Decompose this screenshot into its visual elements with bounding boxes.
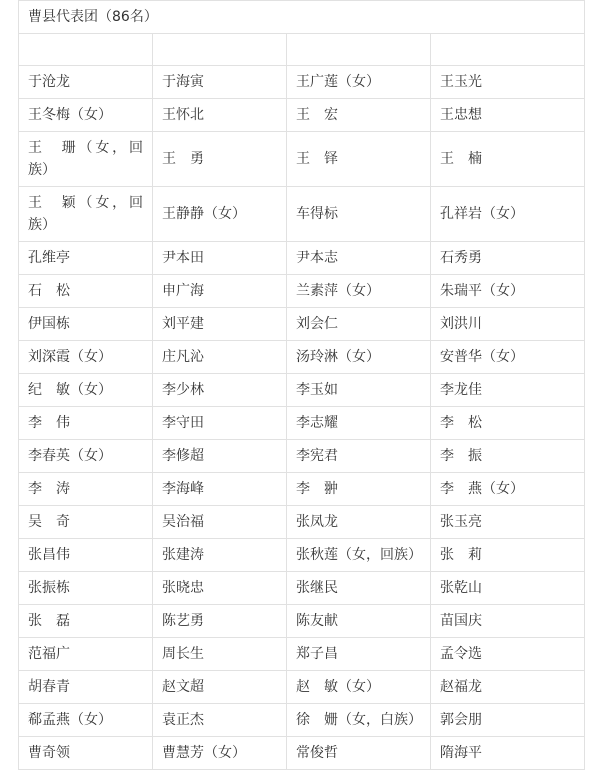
- delegate-name-cell: 常俊哲: [287, 737, 431, 770]
- table-row: [19, 737, 585, 770]
- table-row: [19, 473, 585, 506]
- delegate-name-cell: 张凤龙: [287, 506, 431, 539]
- blank-cell: [153, 34, 287, 66]
- delegate-name-cell: 王 铎: [287, 132, 431, 187]
- table-row: [19, 275, 585, 308]
- delegate-name-cell: 安普华（女）: [431, 341, 585, 374]
- delegate-name-cell: 王静静（女）: [153, 187, 287, 242]
- table-row: [19, 66, 585, 99]
- delegate-name-cell: 张乾山: [431, 572, 585, 605]
- table-row: [19, 704, 585, 737]
- delegate-name-cell: 纪 敏（女）: [19, 374, 153, 407]
- delegate-name-cell: 孟令选: [431, 638, 585, 671]
- delegate-name-cell: 张 莉: [431, 539, 585, 572]
- delegate-name-cell: 李 振: [431, 440, 585, 473]
- delegate-name-cell: 王忠想: [431, 99, 585, 132]
- delegate-name-cell: 于海寅: [153, 66, 287, 99]
- delegate-name-cell: 石 松: [19, 275, 153, 308]
- delegate-name-cell: 李 涛: [19, 473, 153, 506]
- delegate-name-cell: 陈艺勇: [153, 605, 287, 638]
- delegate-name-cell: 王冬梅（女）: [19, 99, 153, 132]
- delegate-name-cell: 刘洪川: [431, 308, 585, 341]
- delegate-name-cell: 王 珊（女，回族）: [19, 132, 153, 187]
- delegate-name-cell: 王 颖（女，回族）: [19, 187, 153, 242]
- delegate-name-cell: 苗国庆: [431, 605, 585, 638]
- delegate-name-cell: 李 伟: [19, 407, 153, 440]
- delegate-name-cell: 王广莲（女）: [287, 66, 431, 99]
- roster-table: [18, 0, 585, 770]
- table-row: [19, 638, 585, 671]
- delegate-name-cell: 李春英（女）: [19, 440, 153, 473]
- delegate-name-cell: 伊国栋: [19, 308, 153, 341]
- table-row: [19, 671, 585, 704]
- delegate-name-cell: 刘会仁: [287, 308, 431, 341]
- delegate-name-cell: 张振栋: [19, 572, 153, 605]
- delegate-name-cell: 尹本志: [287, 242, 431, 275]
- delegate-name-cell: 张昌伟: [19, 539, 153, 572]
- table-row: [19, 506, 585, 539]
- table-row: [19, 374, 585, 407]
- roster-body: [19, 1, 585, 770]
- table-row: [19, 308, 585, 341]
- delegate-name-cell: 李志耀: [287, 407, 431, 440]
- table-row: [19, 605, 585, 638]
- blank-cell: [19, 34, 153, 66]
- delegate-name-cell: 张秋莲（女，回族）: [287, 539, 431, 572]
- delegate-name-cell: 张玉亮: [431, 506, 585, 539]
- delegate-name-cell: 李少林: [153, 374, 287, 407]
- delegate-name-cell: 尹本田: [153, 242, 287, 275]
- table-row: [19, 187, 585, 242]
- delegate-name-cell: 胡春青: [19, 671, 153, 704]
- delegate-name-cell: 赵福龙: [431, 671, 585, 704]
- delegate-name-cell: 李 燕（女）: [431, 473, 585, 506]
- delegate-name-cell: 张建涛: [153, 539, 287, 572]
- delegate-name-cell: 张 磊: [19, 605, 153, 638]
- delegate-name-cell: 郑子昌: [287, 638, 431, 671]
- table-row: [19, 132, 585, 187]
- delegate-name-cell: 范福广: [19, 638, 153, 671]
- delegate-name-cell: 李 松: [431, 407, 585, 440]
- delegate-name-cell: 陈友献: [287, 605, 431, 638]
- delegate-name-cell: 孔维亭: [19, 242, 153, 275]
- delegate-name-cell: 李 翀: [287, 473, 431, 506]
- delegate-name-cell: 周长生: [153, 638, 287, 671]
- delegate-name-cell: 李守田: [153, 407, 287, 440]
- delegate-name-cell: 王怀北: [153, 99, 287, 132]
- delegate-name-cell: 李玉如: [287, 374, 431, 407]
- delegate-name-cell: 徐 姗（女，白族）: [287, 704, 431, 737]
- delegate-name-cell: 曹慧芳（女）: [153, 737, 287, 770]
- delegate-name-cell: 曹奇领: [19, 737, 153, 770]
- delegate-name-cell: 孔祥岩（女）: [431, 187, 585, 242]
- blank-cell: [287, 34, 431, 66]
- delegation-title: 曹县代表团（86名）: [19, 1, 585, 34]
- delegate-name-cell: 王玉光: [431, 66, 585, 99]
- delegate-name-cell: 车得标: [287, 187, 431, 242]
- delegate-name-cell: 李宪君: [287, 440, 431, 473]
- delegate-name-cell: 朱瑞平（女）: [431, 275, 585, 308]
- delegate-name-cell: 郭会朋: [431, 704, 585, 737]
- table-row: [19, 99, 585, 132]
- title-row: [19, 1, 585, 34]
- table-row: [19, 407, 585, 440]
- delegate-name-cell: 郗孟燕（女）: [19, 704, 153, 737]
- delegate-name-cell: 王 勇: [153, 132, 287, 187]
- delegate-name-cell: 张继民: [287, 572, 431, 605]
- table-row: [19, 440, 585, 473]
- delegate-name-cell: 赵 敏（女）: [287, 671, 431, 704]
- table-row: [19, 539, 585, 572]
- delegate-name-cell: 吴治福: [153, 506, 287, 539]
- delegate-name-cell: 于沧龙: [19, 66, 153, 99]
- delegate-name-cell: 李修超: [153, 440, 287, 473]
- delegate-name-cell: 刘深霞（女）: [19, 341, 153, 374]
- delegate-name-cell: 袁正杰: [153, 704, 287, 737]
- delegate-name-cell: 吴 奇: [19, 506, 153, 539]
- table-row: [19, 572, 585, 605]
- delegate-name-cell: 汤玲淋（女）: [287, 341, 431, 374]
- delegate-name-cell: 庄凡沁: [153, 341, 287, 374]
- delegate-name-cell: 王 宏: [287, 99, 431, 132]
- delegate-name-cell: 兰素萍（女）: [287, 275, 431, 308]
- delegate-name-cell: 李龙佳: [431, 374, 585, 407]
- table-row: [19, 341, 585, 374]
- delegate-name-cell: 张晓忠: [153, 572, 287, 605]
- delegate-name-cell: 隋海平: [431, 737, 585, 770]
- delegate-name-cell: 石秀勇: [431, 242, 585, 275]
- blank-row: [19, 34, 585, 66]
- table-row: [19, 242, 585, 275]
- delegate-name-cell: 李海峰: [153, 473, 287, 506]
- delegate-name-cell: 刘平建: [153, 308, 287, 341]
- delegate-name-cell: 申广海: [153, 275, 287, 308]
- delegate-name-cell: 王 楠: [431, 132, 585, 187]
- blank-cell: [431, 34, 585, 66]
- delegate-name-cell: 赵文超: [153, 671, 287, 704]
